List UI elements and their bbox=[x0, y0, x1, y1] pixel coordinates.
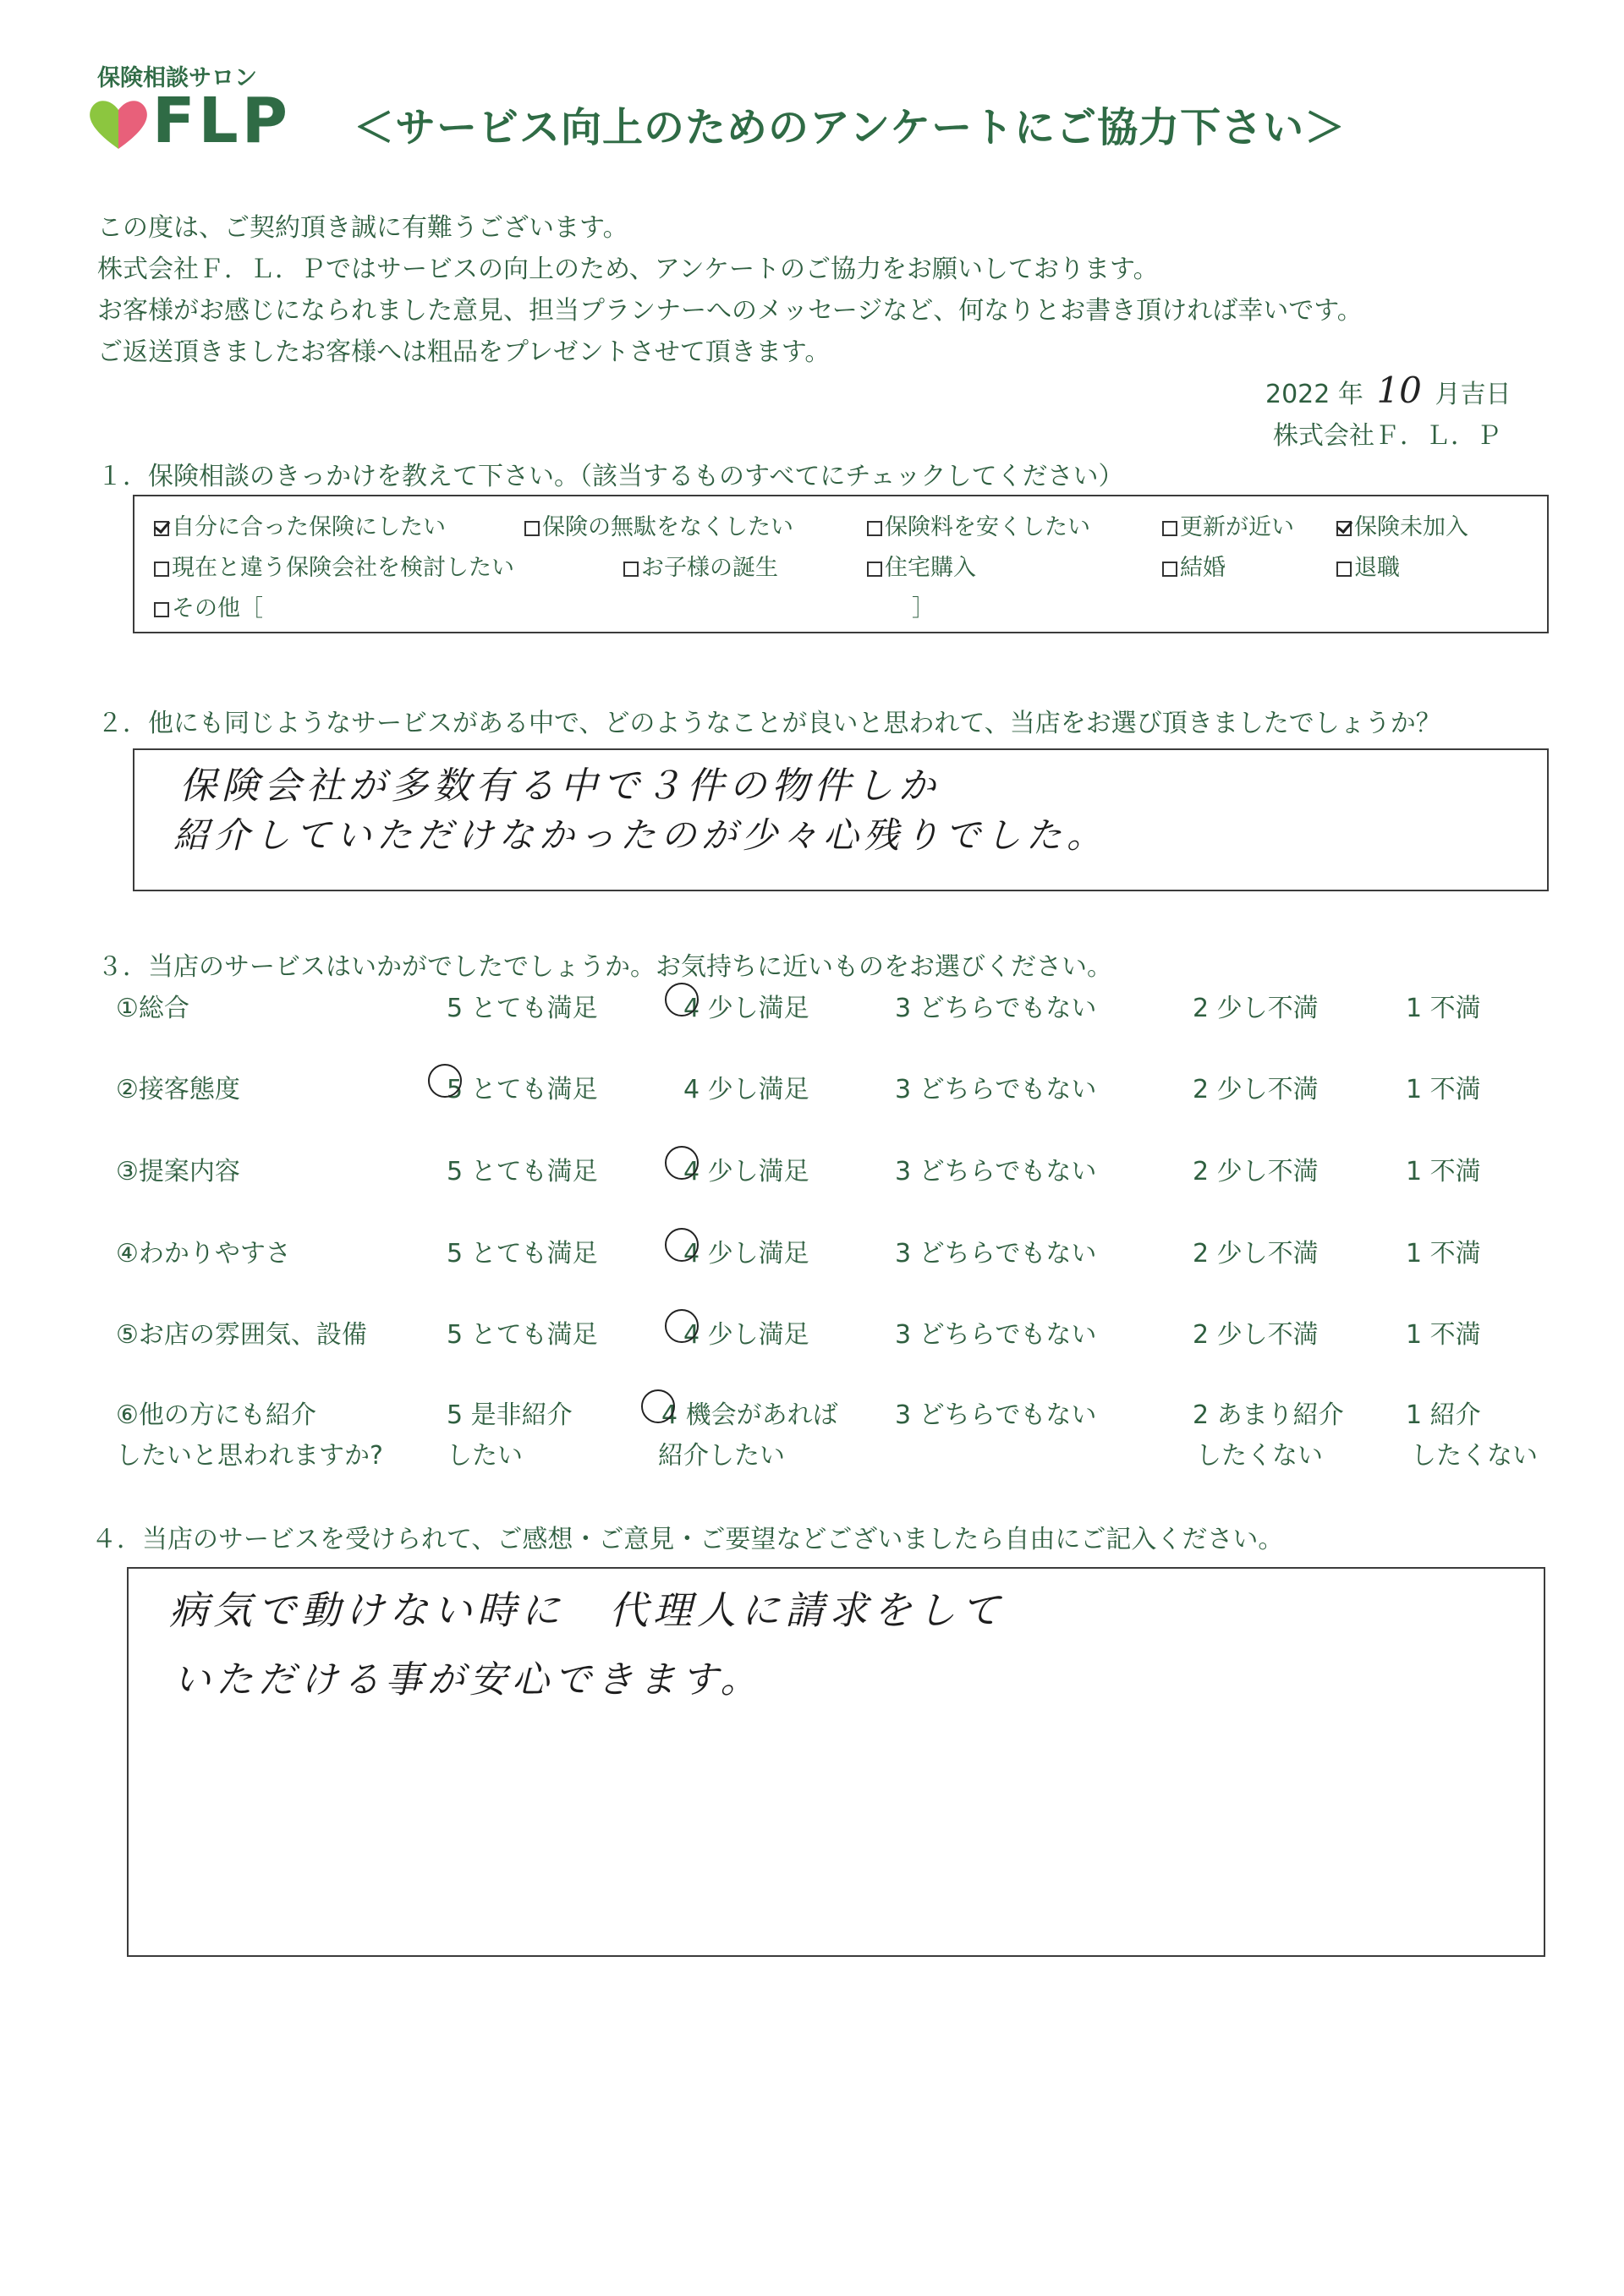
q3-rating-option[interactable]: 4 少し満足 bbox=[683, 1239, 809, 1269]
q3-selection-circle-icon bbox=[428, 1064, 462, 1098]
q3-rating-option[interactable]: 5 とても満足 bbox=[447, 1075, 598, 1104]
checkbox-icon[interactable] bbox=[623, 562, 639, 577]
heart-logo-icon bbox=[85, 93, 152, 152]
checkbox-icon[interactable] bbox=[1336, 521, 1352, 536]
checkbox-icon[interactable] bbox=[867, 521, 882, 536]
q3-rating-option[interactable]: 3 どちらでもない bbox=[895, 1320, 1097, 1350]
intro-line: この度は、ご契約頂き誠に有難うございます。 bbox=[97, 213, 628, 243]
q3-row6-option-sub: 紹介したい bbox=[658, 1441, 785, 1471]
q3-rating-option[interactable]: 3 どちらでもない bbox=[895, 1157, 1097, 1186]
q3-row6-option-sub: したい bbox=[447, 1441, 523, 1471]
checkbox-icon[interactable] bbox=[1162, 562, 1177, 577]
q3-rating-option[interactable]: 4 少し満足 bbox=[683, 1075, 809, 1104]
q3-row6-option[interactable]: 2 あまり紹介 bbox=[1193, 1400, 1344, 1430]
q3-row6-option[interactable]: 4 機会があれば bbox=[661, 1400, 838, 1430]
q3-rating-option[interactable]: 5 とても満足 bbox=[447, 1157, 598, 1186]
date-rest: 月吉日 bbox=[1435, 380, 1512, 409]
q3-row-label: ③提案内容 bbox=[116, 1157, 240, 1186]
q3-row6-label: ⑥他の方にも紹介 bbox=[116, 1400, 316, 1430]
q3-rating-option[interactable]: 1 不満 bbox=[1406, 1157, 1481, 1186]
q3-rating-option[interactable]: 1 不満 bbox=[1406, 1239, 1481, 1269]
q3-rating-option[interactable]: 1 不満 bbox=[1406, 1075, 1481, 1104]
q3-rating-option[interactable]: 3 どちらでもない bbox=[895, 1239, 1097, 1269]
q3-row6-option[interactable]: 3 どちらでもない bbox=[895, 1400, 1097, 1430]
q2-answer-line: 紹介していただけなかったのが少々心残りでした。 bbox=[173, 814, 1108, 856]
logo-text: FLP bbox=[152, 85, 291, 157]
date-line bbox=[1265, 370, 1511, 411]
q3-rating-option[interactable]: 2 少し不満 bbox=[1193, 1239, 1319, 1269]
date-year: 2022 bbox=[1265, 380, 1330, 409]
q3-rating-option[interactable]: 1 不満 bbox=[1406, 1320, 1481, 1350]
q3-row6-option[interactable]: 5 是非紹介 bbox=[447, 1400, 573, 1430]
intro-line: お客様がお感じになられました意見、担当プランナーへのメッセージなど、何なりとお書き頂ければ幸いです。 bbox=[97, 296, 1363, 326]
q1-option[interactable]: お子様の誕生 bbox=[623, 549, 778, 582]
q3-row6-option-sub: したくない bbox=[1196, 1441, 1323, 1471]
company-name: 株式会社Ｆ．Ｌ．Ｐ bbox=[1273, 421, 1501, 451]
q3-row6-label: したいと思われますか? bbox=[116, 1441, 383, 1471]
intro-text bbox=[97, 207, 1363, 373]
q1-option-other[interactable]: その他［ bbox=[154, 589, 263, 622]
q3-row-label: ⑤お店の雰囲気、設備 bbox=[116, 1320, 367, 1350]
q2-title: ２．他にも同じようなサービスがある中で、どのようなことが良いと思われて、当店をお選び頂きましたでしょうか？ bbox=[97, 709, 1441, 738]
q3-selection-circle-icon bbox=[665, 1146, 699, 1180]
q2-answer-line: 保険会社が多数有る中で３件の物件しか bbox=[179, 764, 941, 808]
q1-option[interactable]: 更新が近い bbox=[1162, 508, 1294, 541]
q3-rating-option[interactable]: 3 どちらでもない bbox=[895, 994, 1097, 1023]
intro-line: 株式会社Ｆ．Ｌ．Ｐではサービスの向上のため、アンケートのご協力をお願いしております。 bbox=[97, 255, 1159, 284]
logo-subtitle: 保険相談サロン bbox=[97, 65, 257, 91]
checkbox-icon[interactable] bbox=[867, 562, 882, 577]
q1-other-close: ］ bbox=[912, 595, 935, 622]
checkbox-icon[interactable] bbox=[154, 602, 169, 617]
q1-option[interactable]: 退職 bbox=[1336, 549, 1400, 582]
q1-title: １．保険相談のきっかけを教えて下さい。（該当するものすべてにチェックしてください） bbox=[97, 462, 1124, 491]
q3-selection-circle-icon bbox=[665, 1309, 699, 1343]
q3-rating-option[interactable]: 2 少し不満 bbox=[1193, 1075, 1319, 1104]
q1-option[interactable]: 保険の無駄をなくしたい bbox=[524, 508, 793, 541]
q4-answer-line: いただける事が安心できます。 bbox=[173, 1658, 763, 1701]
q3-row6-selection-circle-icon bbox=[641, 1389, 675, 1423]
q3-rating-option[interactable]: 2 少し不満 bbox=[1193, 1157, 1319, 1186]
q3-rating-option[interactable]: 5 とても満足 bbox=[447, 994, 598, 1023]
q3-selection-circle-icon bbox=[665, 983, 699, 1016]
page-title: ＜サービス向上のためのアンケートにご協力下さい＞ bbox=[354, 104, 1347, 151]
q3-rating-option[interactable]: 4 少し満足 bbox=[683, 1157, 809, 1186]
q3-rating-option[interactable]: 5 とても満足 bbox=[447, 1239, 598, 1269]
q3-rating-option[interactable]: 4 少し満足 bbox=[683, 1320, 809, 1350]
q4-title: ４．当店のサービスを受けられて、ご感想・ご意見・ご要望などございましたら自由にご記入ください。 bbox=[91, 1525, 1284, 1554]
q3-selection-circle-icon bbox=[665, 1228, 699, 1262]
intro-line: ご返送頂きましたお客様へは粗品をプレゼントさせて頂きます。 bbox=[97, 337, 831, 367]
checkbox-icon[interactable] bbox=[1162, 521, 1177, 536]
q3-row6-option[interactable]: 1 紹介 bbox=[1406, 1400, 1481, 1430]
q1-option[interactable]: 住宅購入 bbox=[867, 549, 976, 582]
q1-option[interactable]: 自分に合った保険にしたい bbox=[154, 508, 446, 541]
q1-option[interactable]: 現在と違う保険会社を検討したい bbox=[154, 549, 514, 582]
q3-rating-option[interactable]: 4 少し満足 bbox=[683, 994, 809, 1023]
q3-rating-option[interactable]: 1 不満 bbox=[1406, 994, 1481, 1023]
q1-option[interactable]: 保険料を安くしたい bbox=[867, 508, 1090, 541]
q3-rating-option[interactable]: 5 とても満足 bbox=[447, 1320, 598, 1350]
q3-rating-option[interactable]: 3 どちらでもない bbox=[895, 1075, 1097, 1104]
checkbox-icon[interactable] bbox=[1336, 562, 1352, 577]
date-year-unit: 年 bbox=[1337, 380, 1363, 409]
q3-rating-option[interactable]: 2 少し不満 bbox=[1193, 1320, 1319, 1350]
q3-rating-option[interactable]: 2 少し不満 bbox=[1193, 994, 1319, 1023]
q3-row-label: ①総合 bbox=[116, 994, 189, 1023]
checkbox-icon[interactable] bbox=[154, 521, 169, 536]
q3-row6-option-sub: したくない bbox=[1411, 1441, 1538, 1471]
q3-row-label: ②接客態度 bbox=[116, 1075, 240, 1104]
q3-row-label: ④わかりやすさ bbox=[116, 1239, 291, 1269]
q3-title: ３．当店のサービスはいかがでしたでしょうか。お気持ちに近いものをお選びください。 bbox=[97, 952, 1112, 982]
q4-answer-line: 病気で動けない時に 代理人に請求をして bbox=[169, 1587, 1005, 1633]
q1-option[interactable]: 保険未加入 bbox=[1336, 508, 1468, 541]
q1-option[interactable]: 結婚 bbox=[1162, 549, 1226, 582]
checkbox-icon[interactable] bbox=[154, 562, 169, 577]
checkbox-icon[interactable] bbox=[524, 521, 540, 536]
date-month: 10 bbox=[1376, 370, 1422, 411]
